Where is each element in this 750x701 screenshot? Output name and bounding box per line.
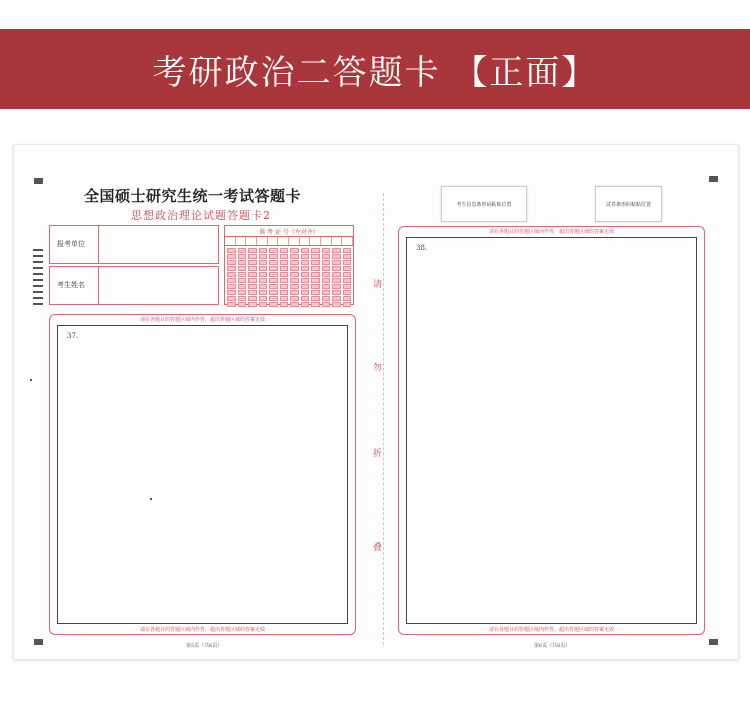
- exam-number-bubble[interactable]: [280, 284, 289, 289]
- exam-number-bubble[interactable]: [248, 278, 257, 283]
- answer-note-bottom: 请在各题目的答题区域内作答，超出答题区域的答案无效: [139, 627, 265, 633]
- exam-number-bubble[interactable]: [301, 272, 310, 277]
- exam-number-bubble[interactable]: [311, 272, 320, 277]
- exam-number-bubble[interactable]: [227, 272, 236, 277]
- exam-number-bubble[interactable]: [322, 272, 331, 277]
- timing-marks: [33, 249, 43, 309]
- question-number-37: 37.: [67, 332, 79, 340]
- card-title: 全国硕士研究生统一考试答题卡: [84, 187, 302, 205]
- name-field: [49, 266, 219, 305]
- fold-char: 勿: [373, 363, 383, 373]
- unit-input[interactable]: [98, 226, 218, 263]
- exam-number-bubble[interactable]: [248, 272, 257, 277]
- exam-number-bubble[interactable]: [259, 296, 268, 301]
- exam-number-bubble[interactable]: [248, 290, 257, 295]
- answer-area-37: [49, 314, 356, 635]
- exam-number-bubble[interactable]: [290, 266, 299, 271]
- exam-number-bubble[interactable]: [343, 290, 352, 295]
- alignment-mark: [709, 639, 718, 645]
- exam-number-bubble[interactable]: [311, 278, 320, 283]
- exam-number-bubble[interactable]: [259, 260, 268, 265]
- answer-note-bottom: 请在各题目的答题区域内作答，超出答题区域的答案无效: [488, 627, 614, 633]
- speck: [150, 498, 152, 500]
- exam-number-bubble[interactable]: [238, 266, 247, 271]
- card-subtitle: 思想政治理论试题答题卡2: [131, 209, 271, 222]
- exam-number-bubble[interactable]: [259, 278, 268, 283]
- exam-number-bubble[interactable]: [248, 284, 257, 289]
- exam-number-bubble[interactable]: [290, 254, 299, 259]
- exam-number-bubble[interactable]: [269, 284, 278, 289]
- exam-number-bubble[interactable]: [290, 260, 299, 265]
- exam-number-bubble[interactable]: [322, 290, 331, 295]
- exam-number-bubble[interactable]: [238, 272, 247, 277]
- question-number-38: 38.: [416, 244, 428, 252]
- exam-number-bubble[interactable]: [227, 254, 236, 259]
- exam-number-bubble[interactable]: [269, 248, 278, 253]
- exam-number-bubble[interactable]: [301, 266, 310, 271]
- exam-number-bubble[interactable]: [301, 278, 310, 283]
- exam-number-bubble[interactable]: [332, 254, 341, 259]
- fold-char: 折: [373, 449, 383, 459]
- exam-number-bubble[interactable]: [238, 302, 247, 307]
- exam-number-bubble[interactable]: [280, 278, 289, 283]
- barcode-paper-box: [595, 186, 662, 222]
- barcode-info-box: [441, 186, 527, 222]
- exam-number-bubble[interactable]: [332, 266, 341, 271]
- exam-number-bubble[interactable]: [248, 296, 257, 301]
- exam-number-bubble[interactable]: [259, 290, 268, 295]
- exam-number-bubble[interactable]: [322, 278, 331, 283]
- header-banner: [0, 29, 750, 109]
- answer-sheet: [13, 144, 739, 660]
- exam-number-bubble[interactable]: [280, 260, 289, 265]
- exam-number-bubble[interactable]: [290, 302, 299, 307]
- alignment-mark: [709, 176, 718, 182]
- name-input[interactable]: [98, 267, 218, 304]
- exam-number-bubble[interactable]: [280, 296, 289, 301]
- exam-number-bubble[interactable]: [311, 290, 320, 295]
- exam-number-bubble[interactable]: [280, 266, 289, 271]
- exam-number-bubble[interactable]: [238, 254, 247, 259]
- exam-number-bubble[interactable]: [227, 284, 236, 289]
- exam-number-bubble[interactable]: [311, 260, 320, 265]
- exam-number-bubble[interactable]: [322, 254, 331, 259]
- exam-number-bubble[interactable]: [227, 296, 236, 301]
- exam-number-bubble[interactable]: [290, 290, 299, 295]
- exam-number-bubble[interactable]: [311, 302, 320, 307]
- exam-number-bubble[interactable]: [332, 290, 341, 295]
- exam-number-bubble[interactable]: [248, 248, 257, 253]
- exam-number-bubble[interactable]: [343, 302, 352, 307]
- exam-number-cells[interactable]: [225, 236, 353, 246]
- exam-number-bubble[interactable]: [269, 302, 278, 307]
- exam-number-bubble[interactable]: [269, 296, 278, 301]
- answer-area-38: [398, 226, 705, 635]
- exam-number-bubble[interactable]: [332, 278, 341, 283]
- exam-number-bubble[interactable]: [280, 272, 289, 277]
- exam-number-bubble[interactable]: [322, 302, 331, 307]
- exam-number-bubble[interactable]: [227, 248, 236, 253]
- exam-number-bubble[interactable]: [311, 266, 320, 271]
- exam-number-bubble[interactable]: [269, 254, 278, 259]
- page-number-left: 第5页（共6页）: [186, 643, 223, 649]
- exam-number-bubble[interactable]: [248, 302, 257, 307]
- exam-number-bubble[interactable]: [248, 260, 257, 265]
- exam-number-bubble[interactable]: [238, 284, 247, 289]
- exam-number-bubble[interactable]: [332, 248, 341, 253]
- exam-number-bubble[interactable]: [227, 302, 236, 307]
- unit-field: [49, 225, 219, 264]
- exam-number-bubble[interactable]: [259, 302, 268, 307]
- exam-number-bubble[interactable]: [343, 284, 352, 289]
- exam-number-bubble[interactable]: [238, 290, 247, 295]
- banner-title: 考研政治二答题卡 【正面】: [152, 52, 598, 93]
- exam-number-bubbles[interactable]: [227, 248, 351, 302]
- exam-number-bubble[interactable]: [269, 278, 278, 283]
- exam-number-bubble[interactable]: [301, 296, 310, 301]
- speck: [30, 379, 32, 381]
- alignment-mark: [34, 639, 43, 645]
- exam-number-bubble[interactable]: [322, 266, 331, 271]
- exam-number-bubble[interactable]: [238, 296, 247, 301]
- exam-number-bubble[interactable]: [311, 254, 320, 259]
- exam-number-bubble[interactable]: [227, 260, 236, 265]
- exam-number-bubble[interactable]: [311, 284, 320, 289]
- exam-number-bubble[interactable]: [259, 266, 268, 271]
- exam-number-label: 准 考 证 号（左对齐）: [259, 229, 319, 236]
- exam-number-bubble[interactable]: [322, 260, 331, 265]
- exam-number-bubble[interactable]: [311, 248, 320, 253]
- exam-number-bubble[interactable]: [290, 248, 299, 253]
- fold-line: [383, 193, 384, 645]
- exam-number-bubble[interactable]: [227, 278, 236, 283]
- exam-number-bubble[interactable]: [343, 248, 352, 253]
- exam-number-bubble[interactable]: [280, 254, 289, 259]
- barcode-info-label: 考生信息条形码粘贴位置: [456, 201, 512, 208]
- exam-number-bubble[interactable]: [238, 248, 247, 253]
- exam-number-bubble[interactable]: [227, 266, 236, 271]
- exam-number-bubble[interactable]: [259, 248, 268, 253]
- exam-number-bubble[interactable]: [301, 290, 310, 295]
- exam-number-bubble[interactable]: [301, 302, 310, 307]
- exam-number-bubble[interactable]: [343, 266, 352, 271]
- exam-number-bubble[interactable]: [238, 278, 247, 283]
- page-number-right: 第6页（共6页）: [534, 643, 571, 649]
- barcode-paper-label: 试卷条形码粘贴位置: [605, 201, 651, 208]
- exam-number-bubble[interactable]: [280, 302, 289, 307]
- exam-number-bubble[interactable]: [290, 296, 299, 301]
- exam-number-bubble[interactable]: [269, 260, 278, 265]
- exam-number-bubble[interactable]: [238, 260, 247, 265]
- exam-number-grid: [224, 225, 354, 305]
- exam-number-bubble[interactable]: [301, 248, 310, 253]
- exam-number-bubble[interactable]: [343, 278, 352, 283]
- exam-number-bubble[interactable]: [332, 260, 341, 265]
- name-label: 考生姓名: [57, 281, 85, 289]
- alignment-mark: [34, 178, 43, 184]
- fold-char: 叠: [373, 543, 383, 553]
- exam-number-bubble[interactable]: [332, 272, 341, 277]
- exam-number-bubble[interactable]: [343, 260, 352, 265]
- exam-number-bubble[interactable]: [259, 254, 268, 259]
- exam-number-bubble[interactable]: [343, 296, 352, 301]
- exam-number-bubble[interactable]: [332, 284, 341, 289]
- exam-number-bubble[interactable]: [290, 278, 299, 283]
- exam-number-bubble[interactable]: [227, 290, 236, 295]
- exam-number-bubble[interactable]: [269, 272, 278, 277]
- answer-note-top: 请在各题目的答题区域内作答，超出答题区域的答案无效: [488, 229, 614, 235]
- exam-number-bubble[interactable]: [322, 284, 331, 289]
- exam-number-bubble[interactable]: [322, 248, 331, 253]
- exam-number-bubble[interactable]: [311, 296, 320, 301]
- exam-number-bubble[interactable]: [269, 266, 278, 271]
- exam-number-bubble[interactable]: [322, 296, 331, 301]
- exam-number-bubble[interactable]: [343, 254, 352, 259]
- answer-box-37[interactable]: [57, 325, 348, 624]
- exam-number-bubble[interactable]: [290, 272, 299, 277]
- answer-box-38[interactable]: [406, 237, 697, 624]
- exam-number-bubble[interactable]: [280, 248, 289, 253]
- exam-number-bubble[interactable]: [332, 296, 341, 301]
- fold-char: 请: [373, 280, 383, 290]
- exam-number-bubble[interactable]: [301, 260, 310, 265]
- exam-number-bubble[interactable]: [343, 272, 352, 277]
- unit-label: 报考单位: [57, 240, 85, 248]
- exam-number-bubble[interactable]: [248, 254, 257, 259]
- answer-note-top: 请在各题目的答题区域内作答，超出答题区域的答案无效: [139, 317, 265, 323]
- exam-number-bubble[interactable]: [301, 284, 310, 289]
- exam-number-bubble[interactable]: [290, 284, 299, 289]
- exam-number-bubble[interactable]: [248, 266, 257, 271]
- exam-number-bubble[interactable]: [301, 254, 310, 259]
- exam-number-bubble[interactable]: [259, 272, 268, 277]
- exam-number-bubble[interactable]: [332, 302, 341, 307]
- exam-number-bubble[interactable]: [259, 284, 268, 289]
- exam-number-bubble[interactable]: [269, 290, 278, 295]
- exam-number-bubble[interactable]: [280, 290, 289, 295]
